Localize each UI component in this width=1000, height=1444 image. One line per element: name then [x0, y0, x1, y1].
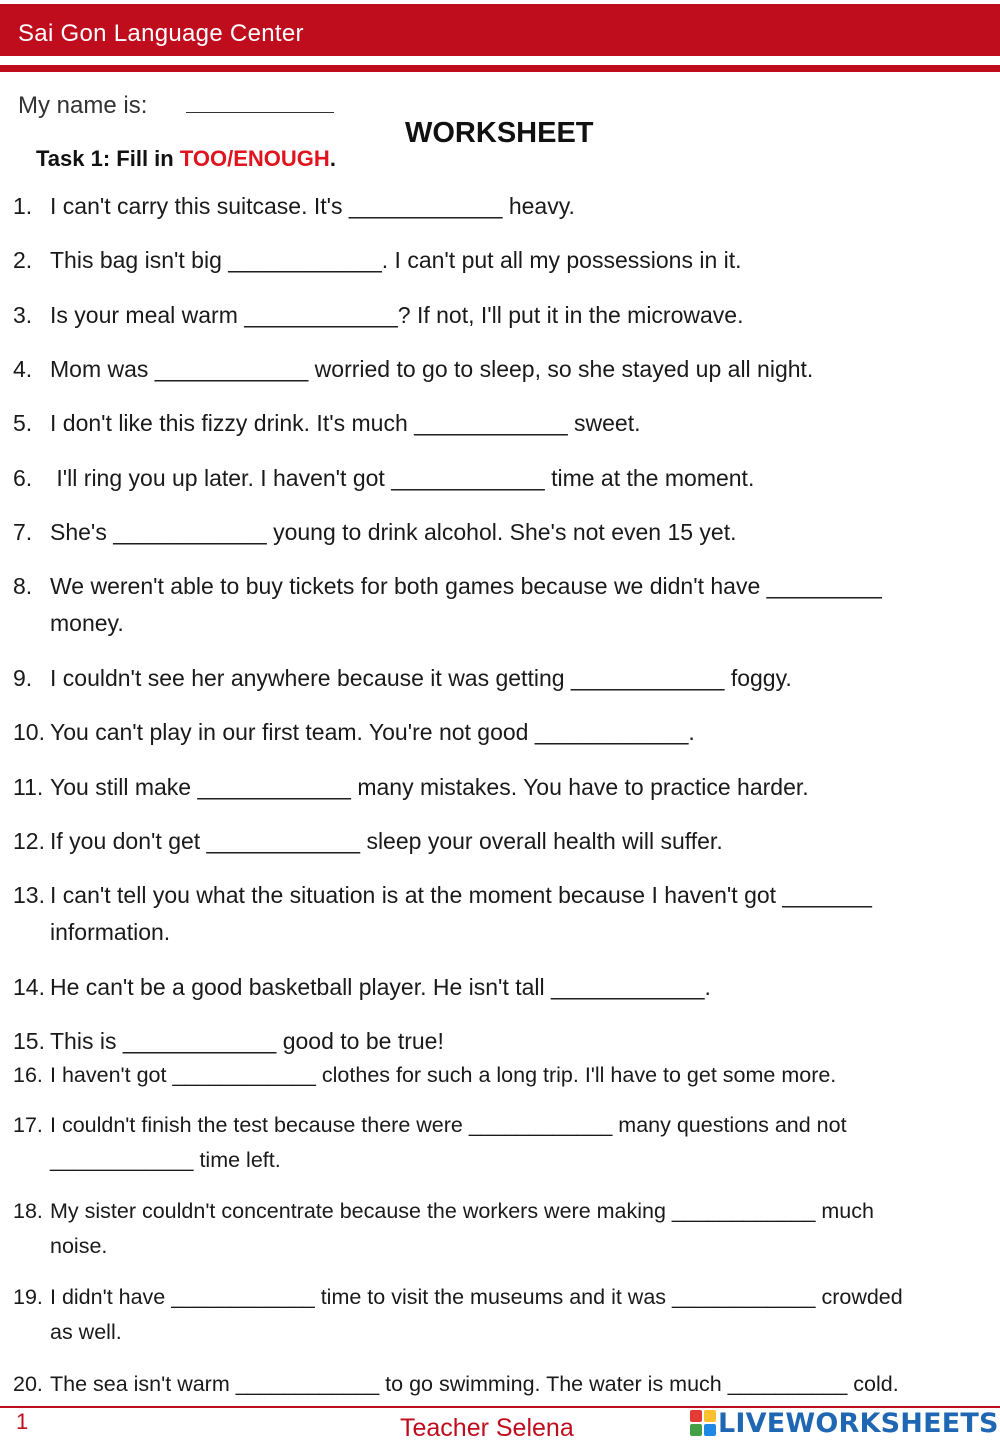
- question-number: 11.: [13, 774, 44, 800]
- question-number: 19.: [13, 1285, 43, 1309]
- header-bar: [0, 4, 1000, 56]
- question-number: 9.: [13, 665, 33, 691]
- question-text[interactable]: My sister couldn't concentrate because the workers were making ____________ much noise.: [50, 1199, 874, 1258]
- question-text[interactable]: I didn't have ____________ time to visit the museums and it was ____________ crowded as well.: [50, 1285, 903, 1344]
- question-text[interactable]: Mom was ____________ worried to go to sleep, so she stayed up all night.: [50, 356, 814, 382]
- question-text[interactable]: She's ____________ young to drink alcohol. She's not even 15 yet.: [50, 519, 737, 545]
- question-number: 4.: [13, 356, 33, 382]
- question-text[interactable]: I can't carry this suitcase. It's ____________ heavy.: [50, 193, 575, 219]
- question-text[interactable]: We weren't able to buy tickets for both games because we didn't have _________ money.: [50, 573, 882, 636]
- worksheet-title: WORKSHEET: [405, 117, 594, 149]
- question-text[interactable]: I couldn't finish the test because there were ____________ many questions and not ____________ time left.: [50, 1113, 847, 1172]
- question-text[interactable]: This is ____________ good to be true!: [50, 1028, 444, 1054]
- task-keywords: TOO/ENOUGH: [179, 146, 330, 171]
- question-text[interactable]: I'll ring you up later. I haven't got ____________ time at the moment.: [50, 465, 755, 491]
- question-number: 13.: [13, 882, 45, 908]
- task-title: [36, 146, 336, 172]
- page-number: 1: [16, 1409, 29, 1434]
- question-number: 8.: [13, 573, 33, 599]
- question-text[interactable]: I can't tell you what the situation is at the moment because I haven't got _______ information.: [50, 882, 872, 945]
- name-label: My name is:: [18, 92, 148, 119]
- brand-text: LIVEWORKSHEETS: [718, 1407, 999, 1439]
- question-text[interactable]: You can't play in our first team. You're not good ____________.: [50, 719, 695, 745]
- question-text[interactable]: I don't like this fizzy drink. It's much ____________ sweet.: [50, 410, 641, 436]
- question-text[interactable]: I couldn't see her anywhere because it was getting ____________ foggy.: [50, 665, 792, 691]
- question-text[interactable]: I haven't got ____________ clothes for such a long trip. I'll have to get some more.: [50, 1063, 837, 1087]
- question-number: 10.: [13, 719, 45, 745]
- liveworksheets-logo[interactable]: [690, 1406, 999, 1440]
- question-number: 12.: [13, 828, 45, 854]
- question-number: 7.: [13, 519, 33, 545]
- question-number: 5.: [13, 410, 33, 436]
- question-text[interactable]: This bag isn't big ____________. I can't put all my possessions in it.: [50, 247, 742, 273]
- question-number: 17.: [13, 1113, 43, 1137]
- header-divider: [0, 65, 1000, 72]
- question-number: 1.: [13, 193, 33, 219]
- question-number: 2.: [13, 247, 33, 273]
- question-text[interactable]: If you don't get ____________ sleep your overall health will suffer.: [50, 828, 723, 854]
- question-text[interactable]: Is your meal warm ____________? If not, I'll put it in the microwave.: [50, 302, 744, 328]
- question-number: 6.: [13, 465, 33, 491]
- task-prefix: Task 1: Fill in: [36, 146, 180, 171]
- center-name: Sai Gon Language Center: [18, 20, 304, 47]
- question-number: 16.: [13, 1063, 43, 1087]
- question-text[interactable]: The sea isn't warm ____________ to go swimming. The water is much __________ cold.: [50, 1372, 899, 1396]
- question-number: 14.: [13, 974, 45, 1000]
- question-number: 15.: [13, 1028, 45, 1054]
- question-number: 3.: [13, 302, 33, 328]
- teacher-name: Teacher Selena: [400, 1414, 574, 1442]
- question-number: 20.: [13, 1372, 43, 1396]
- question-number: 18.: [13, 1199, 43, 1223]
- name-blank-line[interactable]: [186, 112, 334, 113]
- task-suffix: .: [329, 146, 336, 171]
- liveworksheets-icon: [690, 1410, 716, 1436]
- question-text[interactable]: He can't be a good basketball player. He isn't tall ____________.: [50, 974, 711, 1000]
- question-text[interactable]: You still make ____________ many mistakes. You have to practice harder.: [50, 774, 809, 800]
